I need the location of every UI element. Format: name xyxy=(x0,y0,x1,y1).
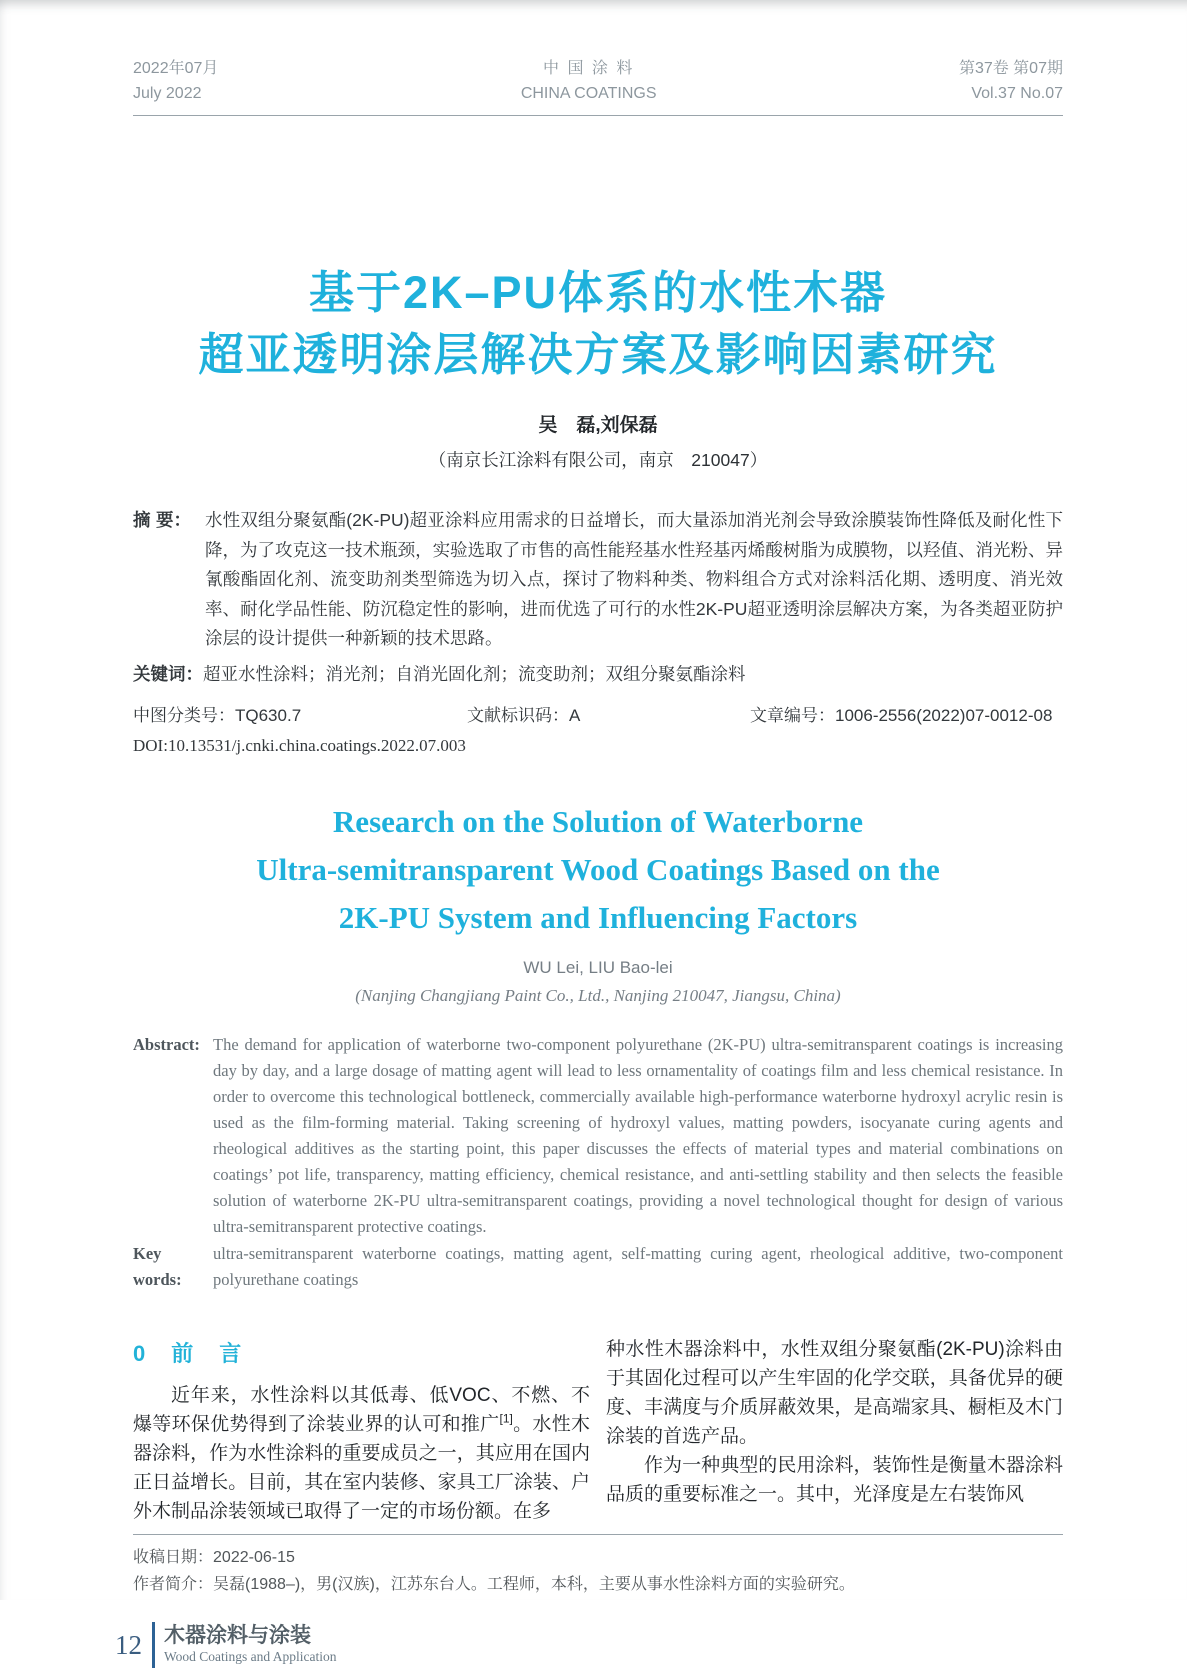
article-title-zh xyxy=(133,262,1063,386)
article-title-en xyxy=(133,798,1063,942)
abstract-zh-text: 水性双组分聚氨酯(2K-PU)超亚涂料应用需求的日益增长，而大量添加消光剂会导致涂膜装饰性降低及耐化性下降，为了攻克这一技术瓶颈，实验选取了市售的高性能羟基水性羟基丙烯酸树脂为成膜物，以羟值、消光粉、异氰酸酯固化剂、流变助剂类型筛选为切入点，探讨了物料种类、物料组合方式对涂料活化期、透明度、消光效率、耐化学品性能、防沉稳定性的影响，进而优选了可行的水性2K-PU超亚透明涂层解决方案，为各类超亚防护涂层的设计提供一种新颖的技术思路。 xyxy=(205,510,1063,648)
page-number: 12 xyxy=(115,1629,142,1660)
title-zh-line2: 超亚透明涂层解决方案及影响因素研究 xyxy=(198,329,998,380)
header-journal-name xyxy=(521,56,657,106)
abstract-zh-label: 摘 要： xyxy=(133,510,191,530)
body-paragraph-right-2: 作为一种典型的民用涂料，装饰性是衡量木器涂料品质的重要标准之一。其中，光泽度是左右装饰风 xyxy=(606,1455,1063,1505)
footnote-block xyxy=(133,1534,1063,1598)
article-body xyxy=(133,1335,1063,1526)
affiliation-en: (Nanjing Changjiang Paint Co., Ltd., Nanjing 210047, Jiangsu, China) xyxy=(355,986,841,1005)
journal-header xyxy=(133,0,1063,116)
author-bio: 作者简介：吴磊(1988–)，男(汉族)，江苏东台人。工程师，本科，主要从事水性涂料方面的实验研究。 xyxy=(133,1576,855,1593)
keywords-en-text: ultra-semitransparent waterborne coatings, matting agent, self-matting curing agent, rheological additive, two-component polyurethane coatings xyxy=(213,1244,1063,1289)
volume-en: Vol.37 No.07 xyxy=(971,85,1063,102)
header-date-en: July 2022 xyxy=(133,85,202,102)
authors-zh: 吴 磊,刘保磊 xyxy=(538,415,658,436)
body-column-left xyxy=(133,1335,590,1526)
footer-section-en: Wood Coatings and Application xyxy=(164,1649,337,1664)
section-number: 0 xyxy=(133,1341,146,1366)
title-en-line2: Ultra-semitransparent Wood Coatings Based on the xyxy=(256,852,940,887)
article-id: 文章编号：1006-2556(2022)07-0012-08 xyxy=(750,706,1053,725)
footer-divider-bar xyxy=(152,1622,155,1668)
keywords-en xyxy=(133,1241,1063,1293)
document-code: 文献标识码：A xyxy=(467,706,581,725)
abstract-en-label: Abstract: xyxy=(133,1035,200,1054)
title-en-line3: 2K-PU System and Influencing Factors xyxy=(338,900,858,935)
affiliation-zh: （南京长江涂料有限公司，南京 210047） xyxy=(428,450,768,470)
keywords-zh-label: 关键词： xyxy=(133,663,203,684)
article-meta-row xyxy=(133,701,1063,726)
title-zh-line1: 基于2K–PU体系的水性木器 xyxy=(308,267,888,318)
body-paragraph-right-1: 种水性木器涂料中，水性双组分聚氨酯(2K-PU)涂料由于其固化过程可以产生牢固的化学交联，具备优异的硬度、丰满度与介质屏蔽效果，是高端家具、橱柜及木门涂装的首选产品。 xyxy=(606,1339,1063,1447)
header-volume xyxy=(959,56,1063,106)
volume-zh: 第37卷 第07期 xyxy=(958,60,1063,77)
keywords-en-label: Key words: xyxy=(133,1244,182,1289)
authors-en: WU Lei, LIU Bao-lei xyxy=(523,958,673,977)
footer-section-name xyxy=(164,1624,337,1666)
received-date: 收稿日期：2022-06-15 xyxy=(133,1549,295,1566)
citation-ref-1: [1] xyxy=(499,1411,513,1426)
keywords-zh xyxy=(133,660,1063,690)
keywords-zh-text: 超亚水性涂料；消光剂；自消光固化剂；流变助剂；双组分聚氨酯涂料 xyxy=(203,663,746,684)
page-footer xyxy=(115,1622,1063,1668)
body-paragraph-left: 近年来，水性涂料以其低毒、低VOC、不燃、不爆等环保优势得到了涂装业界的认可和推广[1]。水性木器涂料，作为水性涂料的重要成员之一，其应用在国内正日益增长。目前，其在室内装修、家具工厂涂装、户外木制品涂装领域已取得了一定的市场份额。在多 xyxy=(133,1385,590,1522)
abstract-en-text: The demand for application of waterborne two-component polyurethane (2K-PU) ultra-semitransparent coatings is increasing day by day, and a large dosage of matting agent will lead to less ornamentality of coatings film and less chemical resistance. In order to overcome this technological bottleneck, commercially available high-performance waterborne hydroxyl acrylic resin is used as the film-forming material. Taking screening of hydroxyl values, matting powders, isocyanate curing agents and rheological additives as the starting point, this paper discusses the effects of material types and material combinations on coatings’ pot life, transparency, matting efficiency, chemical resistance, and anti-settling stability and then selects the feasible solution of waterborne 2K-PU ultra-semitransparent coatings, providing a novel technological thought for design of various ultra-semitransparent protective coatings. xyxy=(213,1035,1063,1236)
section-title: 前言 xyxy=(171,1341,268,1366)
section-heading-0 xyxy=(133,1337,590,1368)
journal-name-en: CHINA COATINGS xyxy=(520,85,657,102)
title-en-line1: Research on the Solution of Waterborne xyxy=(332,804,864,839)
body-column-right xyxy=(606,1335,1063,1526)
abstract-zh xyxy=(133,506,1063,654)
clc-number: 中图分类号：TQ630.7 xyxy=(133,706,302,725)
doi: DOI:10.13531/j.cnki.china.coatings.2022.07.003 xyxy=(133,736,466,755)
header-date-zh: 2022年07月 xyxy=(133,60,219,77)
footer-section-zh: 木器涂料与涂装 xyxy=(164,1624,311,1647)
journal-name-zh: 中 国 涂 料 xyxy=(543,60,635,77)
abstract-en xyxy=(133,1032,1063,1240)
header-date xyxy=(133,56,218,106)
